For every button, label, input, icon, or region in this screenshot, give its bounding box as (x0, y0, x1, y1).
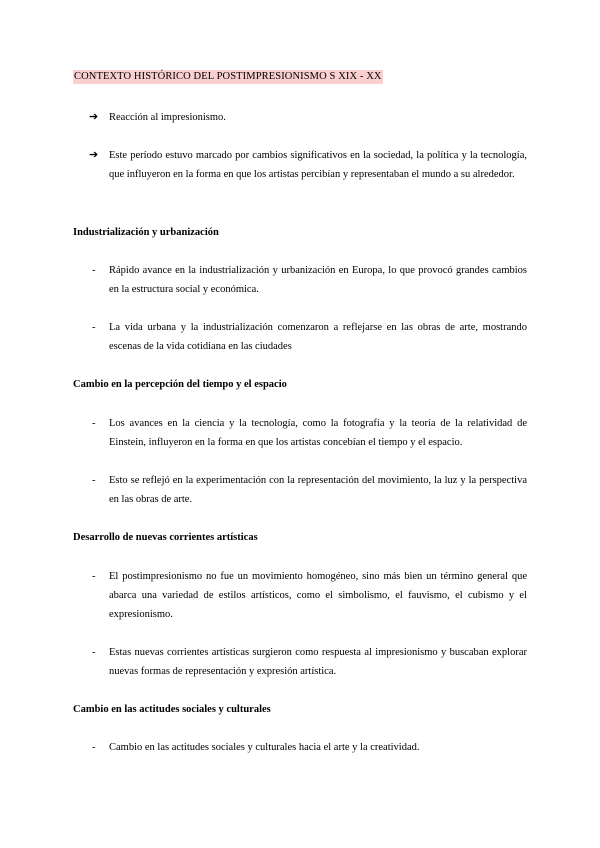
dash-bullet: - (92, 571, 96, 582)
section-heading: Cambio en las actitudes sociales y culturales (73, 704, 271, 715)
section-heading: Cambio en la percepción del tiempo y el espacio (73, 379, 287, 390)
dash-bullet: - (92, 742, 96, 753)
list-item-text: Rápido avance en la industrialización y urbanización en Europa, lo que provocó grandes cambios en la estructura social y económica. (109, 265, 527, 295)
dash-bullet: - (92, 322, 96, 333)
list-item-text: Cambio en las actitudes sociales y culturales hacia el arte y la creatividad. (109, 742, 420, 753)
list-item-text: Esto se reflejó en la experimentación con la representación del movimiento, la luz y la perspectiva en las obras de arte. (109, 475, 527, 505)
dash-bullet: - (92, 475, 96, 486)
dash-bullet: - (92, 418, 96, 429)
intro-item-text: Reacción al impresionismo. (109, 112, 226, 123)
list-item-text: Los avances en la ciencia y la tecnología, como la fotografía y la teoría de la relatividad de Einstein, influyeron en la forma en que los artistas concebían el tiempo y el espacio. (109, 418, 527, 448)
dash-bullet: - (92, 647, 96, 658)
section-heading: Industrialización y urbanización (73, 227, 219, 238)
intro-item-text: Este período estuvo marcado por cambios significativos en la sociedad, la política y la tecnología, que influyeron en la forma en que los artistas percibían y representaban el mundo a su alrededor. (109, 150, 527, 180)
list-item-text: Estas nuevas corrientes artísticas surgieron como respuesta al impresionismo y buscaban explorar nuevas formas de representación y expresión artística. (109, 647, 527, 677)
list-item-text: El postimpresionismo no fue un movimiento homogéneo, sino más bien un término general que abarca una variedad de estilos artísticos, como el simbolismo, el fauvismo, el cubismo y el expresionismo. (109, 571, 527, 620)
document-title: CONTEXTO HISTÓRICO DEL POSTIMPRESIONISMO S XIX - XX (74, 71, 382, 82)
arrow-bullet-icon: ➔ (89, 149, 99, 161)
dash-bullet: - (92, 265, 96, 276)
list-item-text: La vida urbana y la industrialización comenzaron a reflejarse en las obras de arte, mostrando escenas de la vida cotidiana en las ciudades (109, 322, 527, 352)
arrow-bullet-icon: ➔ (89, 111, 99, 123)
section-heading: Desarrollo de nuevas corrientes artísticas (73, 532, 258, 543)
